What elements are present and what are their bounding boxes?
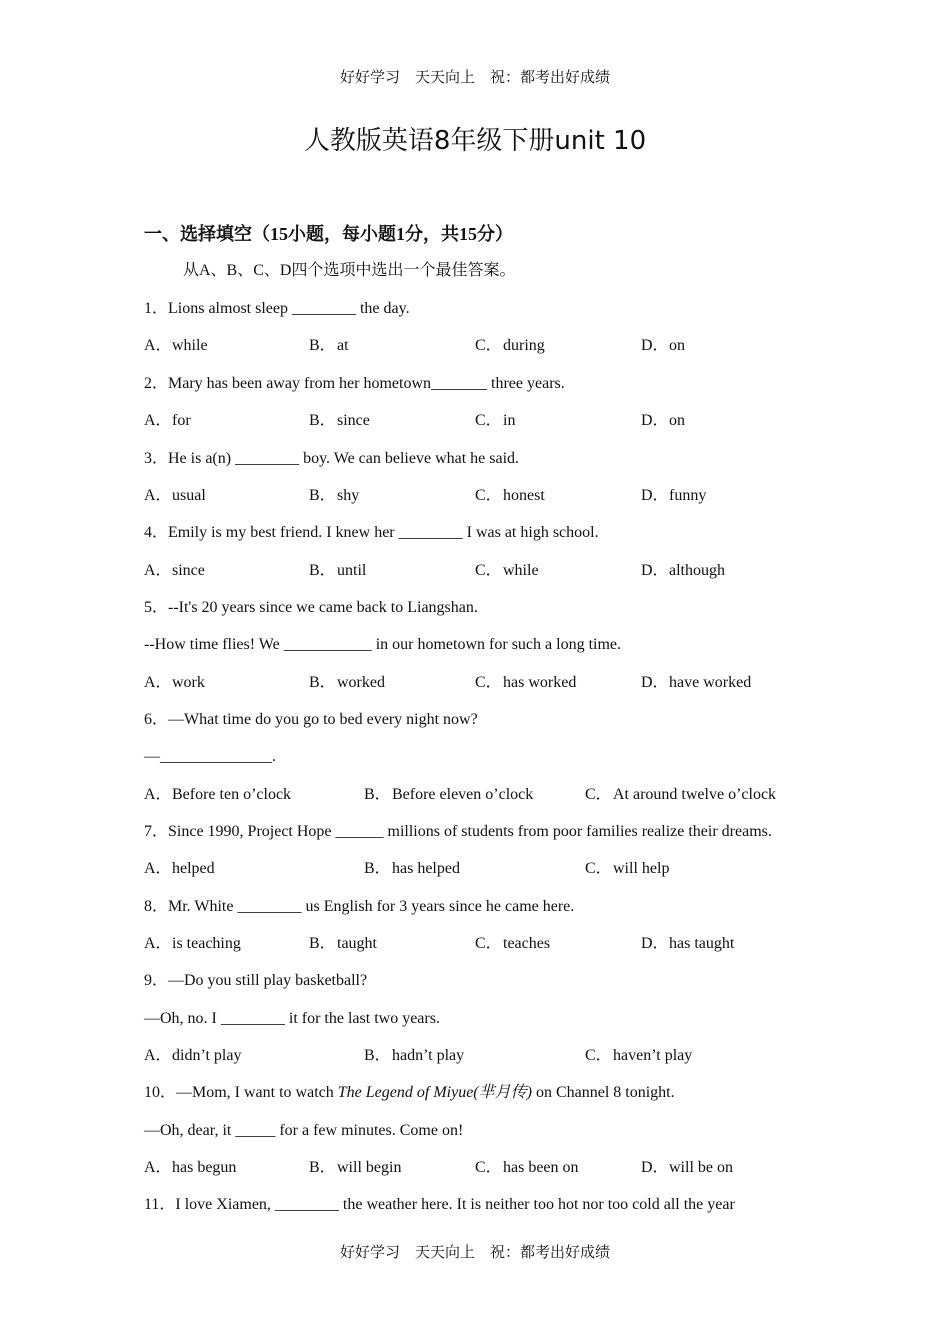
question-6-line-2: —______________. xyxy=(144,748,276,765)
question-4: 4．Emily is my best friend. I knew her ________ I was at high school. xyxy=(144,524,599,541)
q3-option-a: A．usual xyxy=(144,487,206,504)
question-3: 3．He is a(n) ________ boy. We can believe what he said. xyxy=(144,450,520,467)
q10-option-a: A．has begun xyxy=(144,1159,237,1176)
q8-option-a: A．is teaching xyxy=(144,935,241,952)
q4-option-a: A．since xyxy=(144,562,205,579)
q6-option-a: A．Before ten o’clock xyxy=(144,786,292,803)
q3-option-d: D．funny xyxy=(641,487,707,504)
q2-option-c: C．in xyxy=(475,412,516,429)
q9-option-c: C．haven’t play xyxy=(585,1047,693,1064)
q2-option-d: D．on xyxy=(641,412,685,429)
question-5: 5．--It's 20 years since we came back to Liangshan. xyxy=(144,599,478,616)
q5-option-d: D．have worked xyxy=(641,674,752,691)
q10-option-c: C．has been on xyxy=(475,1159,579,1176)
q5-option-c: C．has worked xyxy=(475,674,577,691)
page-footer: 好好学习 天天向上 祝：都考出好成绩 xyxy=(339,1243,610,1261)
q8-option-b: B．taught xyxy=(309,935,377,952)
question-2: 2．Mary has been away from her hometown_______ three years. xyxy=(144,375,565,392)
question-9: 9．—Do you still play basketball? xyxy=(144,972,368,989)
question-6: 6．—What time do you go to bed every night now? xyxy=(144,711,478,728)
q4-option-c: C．while xyxy=(475,562,539,579)
q6-option-b: B．Before eleven o’clock xyxy=(364,786,534,803)
q10-option-b: B．will begin xyxy=(309,1159,402,1176)
page-title: 人教版英语8年级下册unit 10 xyxy=(303,126,647,156)
q1-option-d: D．on xyxy=(641,337,685,354)
question-11: 11．I love Xiamen, ________ the weather here. It is neither too hot nor too cold all the year xyxy=(144,1196,735,1213)
q8-option-d: D．has taught xyxy=(641,935,735,952)
q2-option-a: A．for xyxy=(144,412,191,429)
q5-option-b: B．worked xyxy=(309,674,385,691)
question-1: 1．Lions almost sleep ________ the day. xyxy=(144,300,410,317)
q1-option-a: A．while xyxy=(144,337,208,354)
section-heading: 一、选择填空（15小题，每小题1分，共15分） xyxy=(144,224,513,244)
q6-option-c: C．At around twelve o’clock xyxy=(585,786,777,803)
q10-option-d: D．will be on xyxy=(641,1159,733,1176)
movie-title: The Legend of Miyue(芈月传) xyxy=(337,1084,532,1101)
q1-option-c: C．during xyxy=(475,337,545,354)
q5-option-a: A．work xyxy=(144,674,205,691)
q8-option-c: C．teaches xyxy=(475,935,551,952)
q4-option-b: B．until xyxy=(309,562,367,579)
q2-option-b: B．since xyxy=(309,412,370,429)
q3-option-c: C．honest xyxy=(475,487,545,504)
page-header: 好好学习 天天向上 祝：都考出好成绩 xyxy=(339,68,610,86)
question-9-line-2: —Oh, no. I ________ it for the last two years. xyxy=(144,1010,440,1027)
question-10-line-2: —Oh, dear, it _____ for a few minutes. Come on! xyxy=(144,1122,464,1139)
question-7: 7．Since 1990, Project Hope ______ millions of students from poor families realize their dreams. xyxy=(144,823,772,840)
question-5-line-2: --How time flies! We ___________ in our hometown for such a long time. xyxy=(144,636,621,653)
q7-option-a: A．helped xyxy=(144,860,215,877)
q3-option-b: B．shy xyxy=(309,487,360,504)
q4-option-d: D．although xyxy=(641,562,725,579)
q9-option-a: A．didn’t play xyxy=(144,1047,242,1064)
question-8: 8．Mr. White ________ us English for 3 years since he came here. xyxy=(144,898,575,915)
question-10: 10．—Mom, I want to watch The Legend of Miyue(芈月传) on Channel 8 tonight. xyxy=(144,1084,675,1101)
q9-option-b: B．hadn’t play xyxy=(364,1047,465,1064)
section-instruction: 从A、B、C、D四个选项中选出一个最佳答案。 xyxy=(183,262,516,279)
q7-option-c: C．will help xyxy=(585,860,670,877)
q1-option-b: B．at xyxy=(309,337,349,354)
q7-option-b: B．has helped xyxy=(364,860,460,877)
